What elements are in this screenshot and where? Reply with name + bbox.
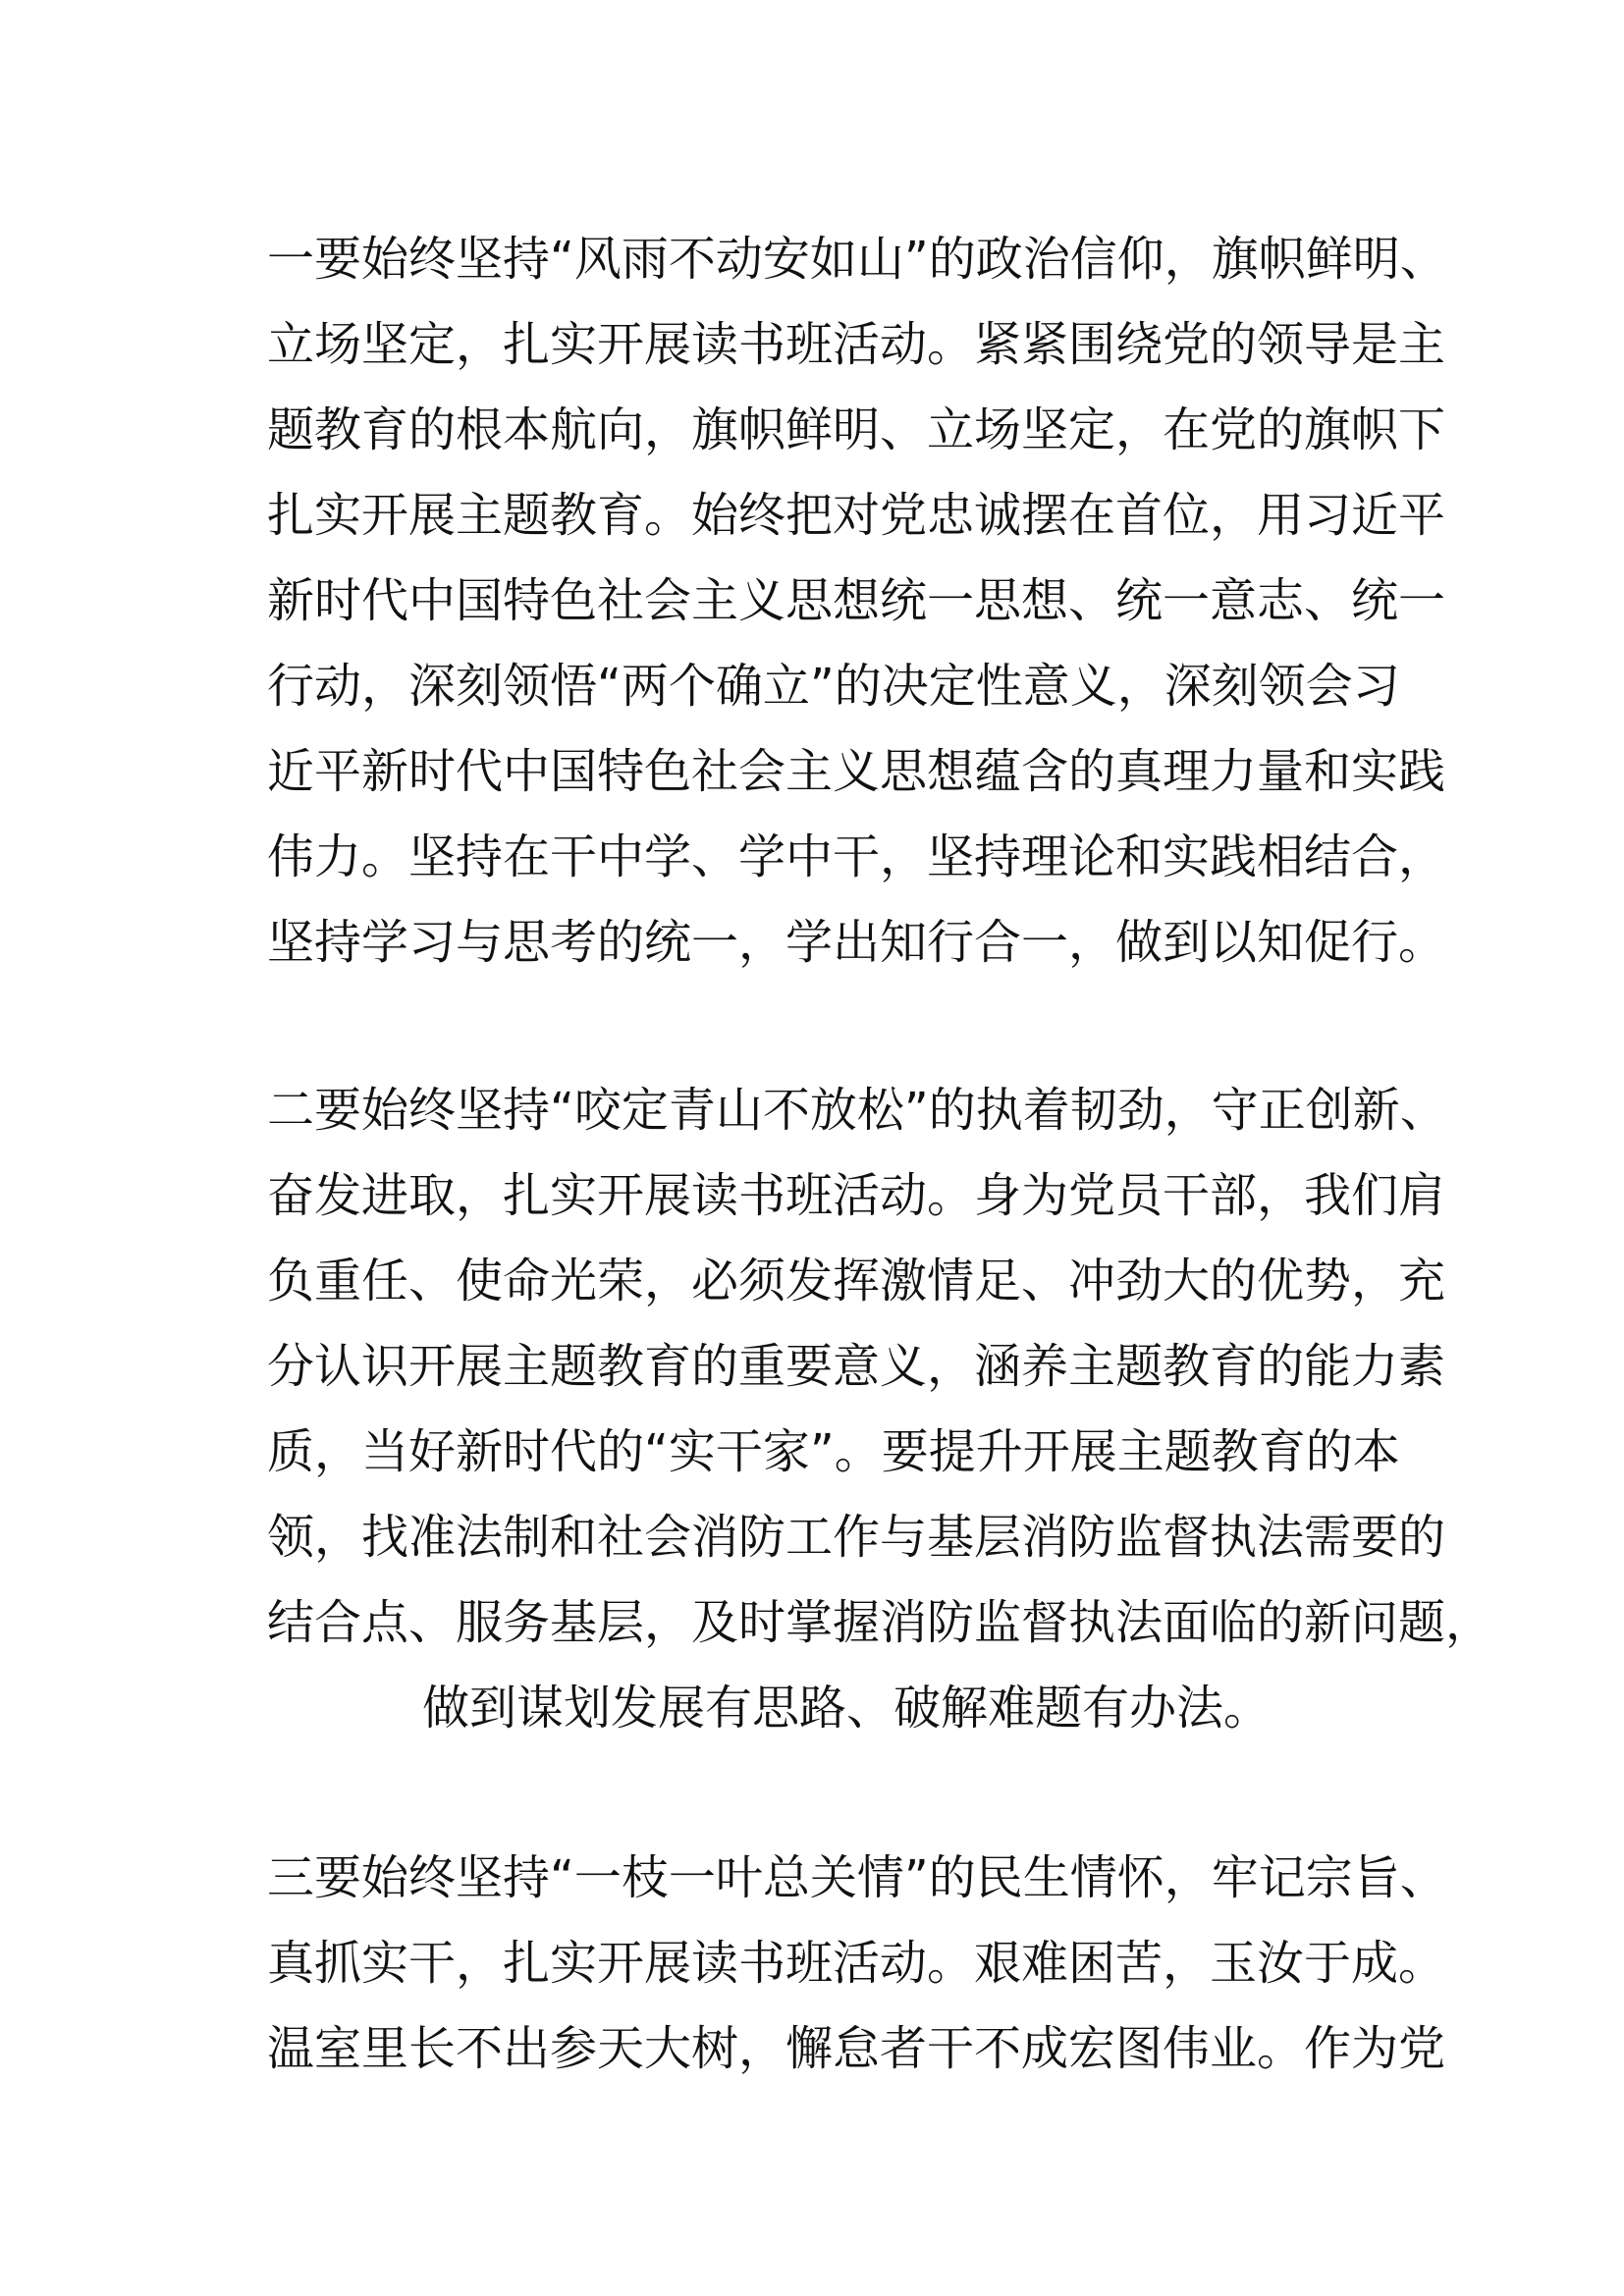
paragraph-line: 真抓实干，扎实开展读书班活动。艰难困苦，玉汝于成。 [267, 1936, 1446, 1991]
paragraph-line: 伟力。坚持在干中学、学中干，坚持理论和实践相结合， [267, 829, 1446, 884]
paragraph-line: 坚持学习与思考的统一，学出知行合一，做到以知促行。 [267, 915, 1446, 970]
paragraph-line: 领，找准法制和社会消防工作与基层消防监督执法需要的 [267, 1510, 1446, 1565]
paragraph-line: 立场坚定，扎实开展读书班活动。紧紧围绕党的领导是主 [267, 317, 1446, 372]
paragraph-line: 分认识开展主题教育的重要意义，涵养主题教育的能力素 [267, 1339, 1446, 1394]
paragraph-line: 二要始终坚持“咬定青山不放松”的执着韧劲，守正创新、 [267, 1083, 1447, 1138]
paragraph-line-centered: 做到谋划发展有思路、破解难题有办法。 [422, 1681, 1272, 1735]
paragraph-line: 负重任、使命光荣，必须发挥激情足、冲劲大的优势，充 [267, 1254, 1446, 1308]
paragraph-line: 温室里长不出参天大树，懈怠者干不成宏图伟业。作为党 [267, 2021, 1446, 2076]
paragraph-line: 题教育的根本航向，旗帜鲜明、立场坚定，在党的旗帜下 [267, 402, 1446, 457]
paragraph-1 [267, 217, 1447, 986]
paragraph-line: 近平新时代中国特色社会主义思想蕴含的真理力量和实践 [267, 744, 1446, 799]
paragraph-line: 质，当好新时代的“实干家”。要提升开展主题教育的本 [267, 1424, 1400, 1479]
paragraph-line: 奋发进取，扎实开展读书班活动。身为党员干部，我们肩 [267, 1168, 1446, 1223]
paragraph-line: 新时代中国特色社会主义思想统一思想、统一意志、统一 [267, 573, 1446, 628]
paragraph-line: 一要始终坚持“风雨不动安如山”的政治信仰，旗帜鲜明、 [267, 232, 1447, 287]
paragraph-line: 扎实开展主题教育。始终把对党忠诚摆在首位，用习近平 [267, 488, 1446, 543]
paragraph-3 [267, 1836, 1447, 2092]
paragraph-2 [267, 1068, 1493, 1751]
paragraph-line: 三要始终坚持“一枝一叶总关情”的民生情怀，牢记宗旨、 [267, 1850, 1447, 1905]
paragraph-line: 行动，深刻领悟“两个确立”的决定性意义，深刻领会习 [267, 659, 1400, 714]
paragraph-line: 结合点、服务基层，及时掌握消防监督执法面临的新问题， [267, 1595, 1493, 1650]
